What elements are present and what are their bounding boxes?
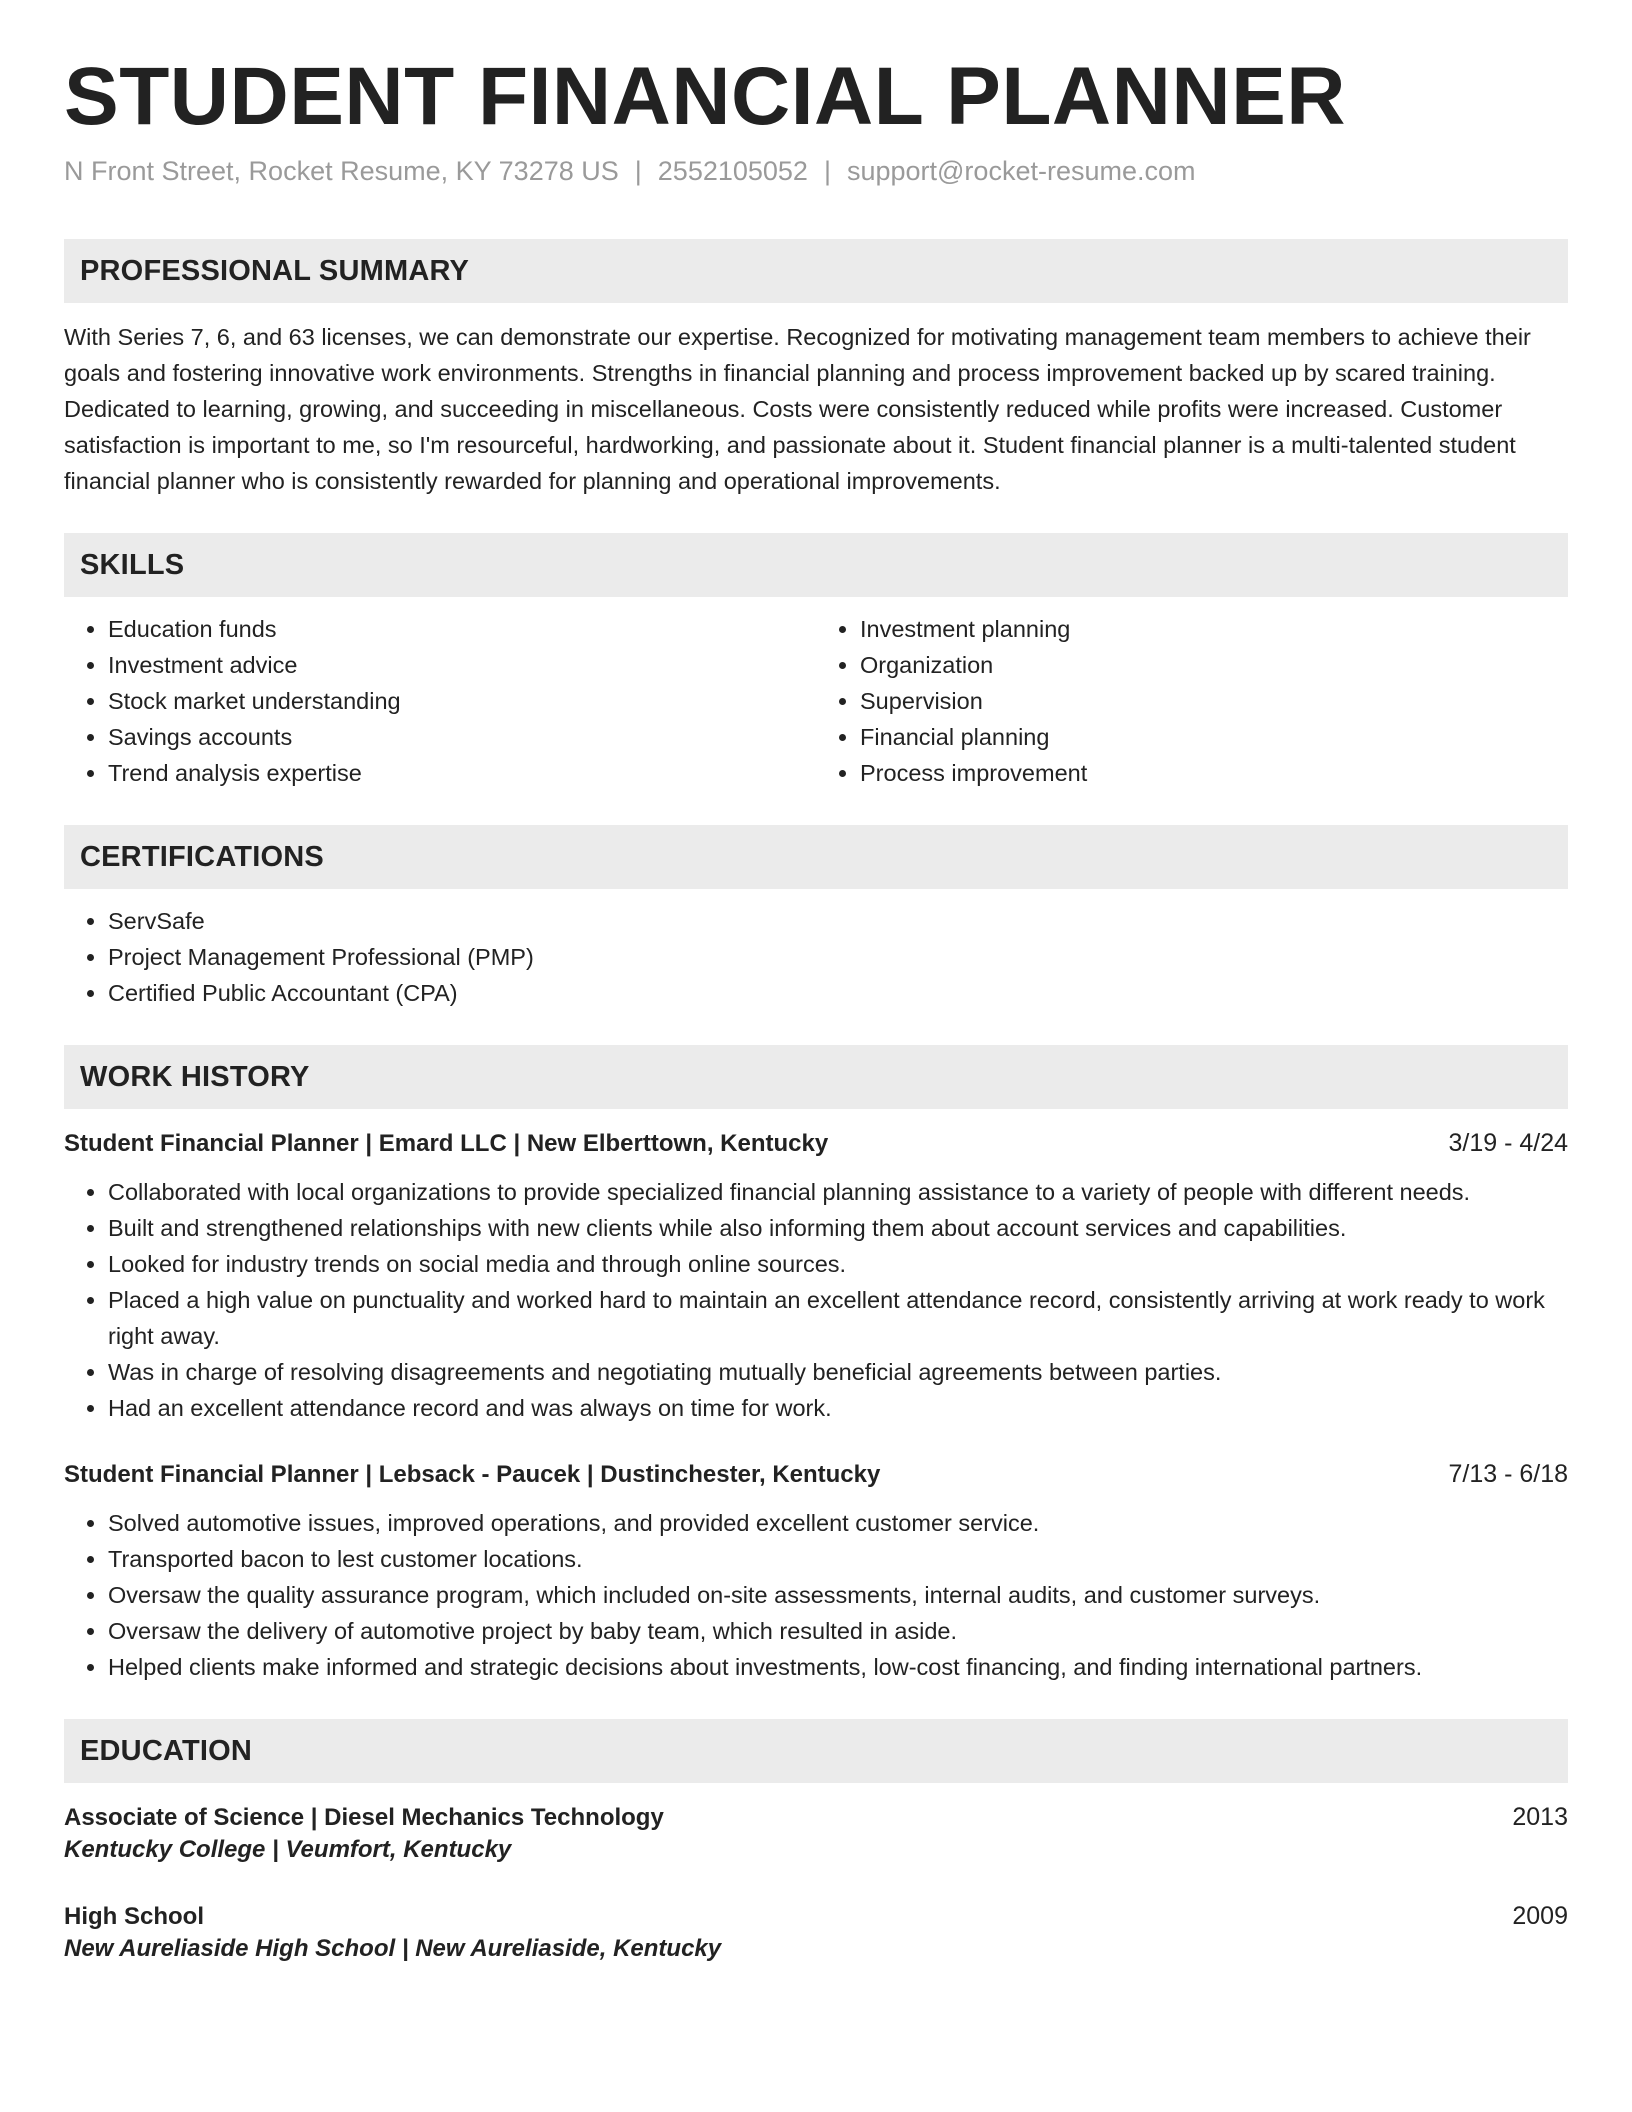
skills-list-left bbox=[64, 611, 816, 791]
education-header bbox=[64, 1803, 1568, 1832]
job-header bbox=[64, 1460, 1568, 1489]
skill-item: • Investment planning bbox=[860, 611, 1568, 647]
job-dates: 7/13 - 6/18 bbox=[1448, 1460, 1568, 1489]
job-title: Student Financial Planner | Lebsack - Paucek | Dustinchester, Kentucky bbox=[64, 1461, 881, 1489]
contact-separator: | bbox=[634, 156, 642, 187]
job-bullets bbox=[64, 1505, 1568, 1685]
education-year: 2013 bbox=[1512, 1803, 1568, 1832]
job-bullet: • Looked for industry trends on social media and through online sources. bbox=[108, 1246, 1568, 1282]
job-bullet: • Was in charge of resolving disagreements and negotiating mutually beneficial agreements between parties. bbox=[108, 1354, 1568, 1390]
skill-item: • Organization bbox=[860, 647, 1568, 683]
job-header bbox=[64, 1129, 1568, 1158]
education-school: Kentucky College | Veumfort, Kentucky bbox=[64, 1836, 512, 1864]
job-bullet: • Solved automotive issues, improved operations, and provided excellent customer service. bbox=[108, 1505, 1568, 1541]
skill-item: • Trend analysis expertise bbox=[108, 755, 816, 791]
section-header-education: EDUCATION bbox=[64, 1719, 1568, 1783]
skill-item: • Savings accounts bbox=[108, 719, 816, 755]
resume-name: STUDENT FINANCIAL PLANNER bbox=[64, 51, 1346, 142]
section-header-certifications: CERTIFICATIONS bbox=[64, 825, 1568, 889]
section-header-skills: SKILLS bbox=[64, 533, 1568, 597]
certification-item: • Certified Public Accountant (CPA) bbox=[108, 975, 1568, 1011]
education-year: 2009 bbox=[1512, 1902, 1568, 1931]
job-bullets bbox=[64, 1174, 1568, 1426]
skill-item: • Financial planning bbox=[860, 719, 1568, 755]
contact-separator: | bbox=[823, 156, 831, 187]
education-entry bbox=[64, 1803, 1568, 1864]
job-bullet: • Placed a high value on punctuality and worked hard to maintain an excellent attendance record, consistently arriving at work ready to work right away. bbox=[108, 1282, 1568, 1354]
job-bullet: • Oversaw the quality assurance program, which included on-site assessments, internal audits, and customer surveys. bbox=[108, 1577, 1568, 1613]
summary-text: With Series 7, 6, and 63 licenses, we can demonstrate our expertise. Recognized for motivating management team members to achieve their goals and fostering innovative work environments. Strengths in financial planning and process improvement backed up by scared training. Dedicated to learning, growing, and succeeding in miscellaneous. Costs were consistently reduced while profits were increased. Customer satisfaction is important to me, so I'm resourceful, hardworking, and passionate about it. Student financial planner is a multi-talented student financial planner who is consistently rewarded for planning and operational improvements. bbox=[64, 324, 1531, 495]
contact-line bbox=[64, 156, 1568, 187]
job-title: Student Financial Planner | Emard LLC | New Elberttown, Kentucky bbox=[64, 1130, 829, 1158]
certification-item: • ServSafe bbox=[108, 903, 1568, 939]
job-dates: 3/19 - 4/24 bbox=[1448, 1129, 1568, 1158]
section-header-work-history: WORK HISTORY bbox=[64, 1045, 1568, 1109]
skills-grid bbox=[64, 597, 1568, 791]
job-bullet: • Collaborated with local organizations to provide specialized financial planning assistance to a variety of people with different needs. bbox=[108, 1174, 1568, 1210]
education-entry bbox=[64, 1902, 1568, 1963]
skills-list-right bbox=[816, 611, 1568, 791]
contact-phone: 2552105052 bbox=[657, 156, 808, 187]
certification-item: • Project Management Professional (PMP) bbox=[108, 939, 1568, 975]
job-bullet: • Helped clients make informed and strategic decisions about investments, low-cost financing, and finding international partners. bbox=[108, 1649, 1568, 1685]
job-bullet: • Oversaw the delivery of automotive project by baby team, which resulted in aside. bbox=[108, 1613, 1568, 1649]
education-school: New Aureliaside High School | New Aureliaside, Kentucky bbox=[64, 1935, 722, 1963]
skill-item: • Process improvement bbox=[860, 755, 1568, 791]
contact-email: support@rocket-resume.com bbox=[846, 156, 1196, 187]
education-degree: Associate of Science | Diesel Mechanics Technology bbox=[64, 1804, 664, 1832]
education-header bbox=[64, 1902, 1568, 1931]
skill-item: • Investment advice bbox=[108, 647, 816, 683]
job-bullet: • Had an excellent attendance record and was always on time for work. bbox=[108, 1390, 1568, 1426]
certifications-list bbox=[64, 903, 1568, 1011]
job-entry bbox=[64, 1129, 1568, 1426]
job-entry bbox=[64, 1460, 1568, 1685]
skill-item: • Stock market understanding bbox=[108, 683, 816, 719]
contact-address: N Front Street, Rocket Resume, KY 73278 US bbox=[64, 156, 619, 187]
job-bullet: • Built and strengthened relationships with new clients while also informing them about account services and capabilities. bbox=[108, 1210, 1568, 1246]
skill-item: • Supervision bbox=[860, 683, 1568, 719]
section-header-summary: PROFESSIONAL SUMMARY bbox=[64, 239, 1568, 303]
skill-item: • Education funds bbox=[108, 611, 816, 647]
education-degree: High School bbox=[64, 1903, 204, 1931]
job-bullet: • Transported bacon to lest customer locations. bbox=[108, 1541, 1568, 1577]
